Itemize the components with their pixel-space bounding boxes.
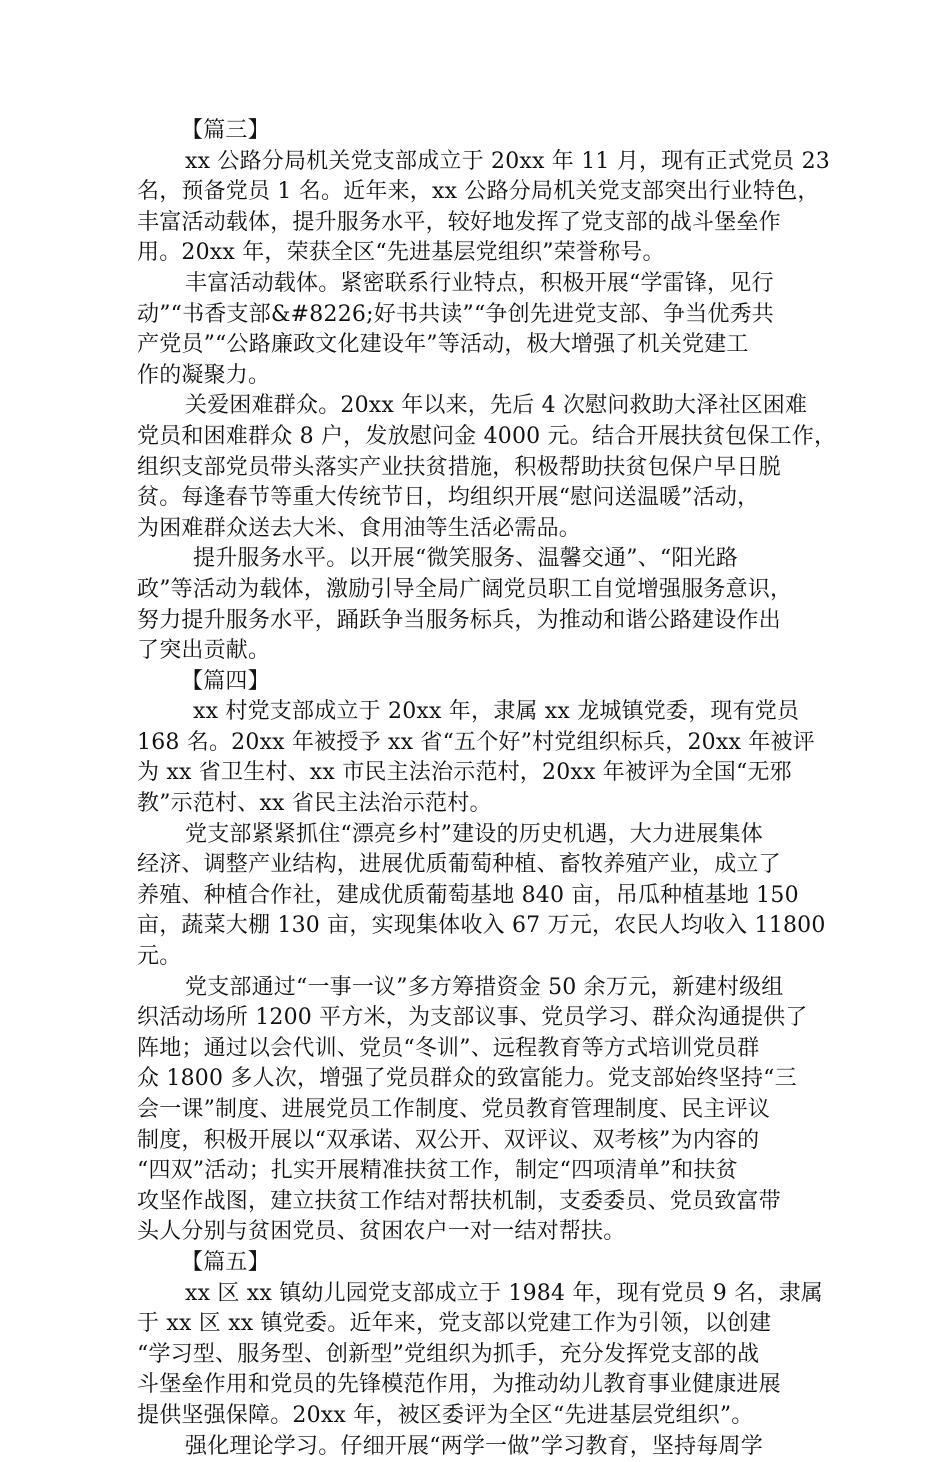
text-line: 织活动场所 1200 平方米，为支部议事、党员学习、群众沟通提供了 <box>137 1005 808 1031</box>
text-line: 作的凝聚力。 <box>137 362 271 388</box>
text-line: 关爱困难群众。20xx 年以来，先后 4 次慰问救助大泽社区困难 <box>185 393 808 419</box>
text-line: 产党员”“公路廉政文化建设年”等活动，极大增强了机关党建工 <box>137 332 749 358</box>
text-line: 制度，积极开展以“双承诺、双公开、双评议、双考核”为内容的 <box>137 1127 760 1153</box>
text-line: 为 xx 省卫生村、xx 市民主法治示范村，20xx 年被评为全国“无邪 <box>137 760 792 786</box>
text-line: 党支部通过“一事一议”多方筹措资金 50 余万元，新建村级组 <box>185 974 784 1000</box>
text-line: 党员和困难群众 8 户，发放慰问金 4000 元。结合开展扶贫包保工作， <box>137 423 837 449</box>
text-line: xx 村党支部成立于 20xx 年，隶属 xx 龙城镇党委，现有党员 <box>193 699 800 725</box>
text-line: 丰富活动载体。紧密联系行业特点，积极开展“学雷锋，见行 <box>185 270 774 296</box>
text-line: 攻坚作战图，建立扶贫工作结对帮扶机制，支委委员、党员致富带 <box>137 1188 781 1214</box>
text-line: xx 区 xx 镇幼儿园党支部成立于 1984 年，现有党员 9 名，隶属 <box>185 1280 823 1306</box>
section-heading: 【篇五】 <box>181 1249 270 1275</box>
text-line: “四双”活动；扎实开展精准扶贫工作，制定“四项清单”和扶贫 <box>137 1158 738 1184</box>
text-line: xx 公路分局机关党支部成立于 20xx 年 11 月，现有正式党员 23 <box>185 148 830 174</box>
text-line: 经济、调整产业结构，进展优质葡萄种植、畜牧养殖产业，成立了 <box>137 852 781 878</box>
text-line: 了突出贡献。 <box>137 638 271 664</box>
text-line: 名，预备党员 1 名。近年来，xx 公路分局机关党支部突出行业特色， <box>137 179 820 205</box>
text-line: 阵地；通过以会代训、党员“冬训”、远程教育等方式培训党员群 <box>137 1035 760 1061</box>
text-line: 党支部紧紧抓住“漂亮乡村”建设的历史机遇，大力进展集体 <box>185 821 763 847</box>
text-line: 168 名。20xx 年被授予 xx 省“五个好”村党组织标兵，20xx 年被评 <box>137 729 815 755</box>
text-line: 政”等活动为载体，激励引导全局广阔党员职工自觉增强服务意识， <box>137 576 793 602</box>
text-line: 丰富活动载体，提升服务水平，较好地发挥了党支部的战斗堡垒作 <box>137 209 781 235</box>
text-line: 头人分别与贫困党员、贫困农户一对一结对帮扶。 <box>137 1219 626 1245</box>
text-line: 贫。每逢春节等重大传统节日，均组织开展“慰问送温暖”活动， <box>137 485 760 511</box>
text-line: 强化理论学习。仔细开展“两学一做”学习教育，坚持每周学 <box>185 1433 763 1459</box>
text-line: 元。 <box>137 944 182 970</box>
text-line: “学习型、服务型、创新型”党组织为抓手，充分发挥党支部的战 <box>137 1341 760 1367</box>
text-line: 用。20xx 年，荣获全区“先进基层党组织”荣誉称号。 <box>137 240 665 266</box>
text-line: 动”“书香支部&#8226;好书共读”“争创先进党支部、争当优秀共 <box>137 301 775 327</box>
section-heading: 【篇三】 <box>181 118 270 143</box>
text-line: 组织支部党员带头落实产业扶贫措施，积极帮助扶贫包保户早日脱 <box>137 454 781 480</box>
text-line: 教”示范村、xx 省民主法治示范村。 <box>137 791 492 817</box>
document-body <box>137 116 837 1462</box>
section-heading: 【篇四】 <box>181 668 270 694</box>
text-line: 为困难群众送去大米、食用油等生活必需品。 <box>137 515 582 541</box>
text-line: 于 xx 区 xx 镇党委。近年来，党支部以党建工作为引领，以创建 <box>137 1311 772 1337</box>
text-line: 会一课”制度、进展党员工作制度、党员教育管理制度、民主评议 <box>137 1097 771 1122</box>
text-line: 亩，蔬菜大棚 130 亩，实现集体收入 67 万元，农民人均收入 11800 <box>137 913 826 939</box>
text-line: 努力提升服务水平，踊跃争当服务标兵，为推动和谐公路建设作出 <box>137 607 781 633</box>
text-line: 斗堡垒作用和党员的先锋模范作用，为推动幼儿教育事业健康进展 <box>137 1372 781 1398</box>
text-line: 提供坚强保障。20xx 年，被区委评为全区“先进基层党组织”。 <box>137 1402 754 1428</box>
text-line: 提升服务水平。以开展“微笑服务、温馨交通”、“阳光路 <box>193 546 738 572</box>
text-line: 养殖、种植合作社，建成优质葡萄基地 840 亩，吊瓜种植基地 150 <box>137 882 799 908</box>
text-line: 众 1800 多人次，增强了党员群众的致富能力。党支部始终坚持“三 <box>137 1066 797 1092</box>
